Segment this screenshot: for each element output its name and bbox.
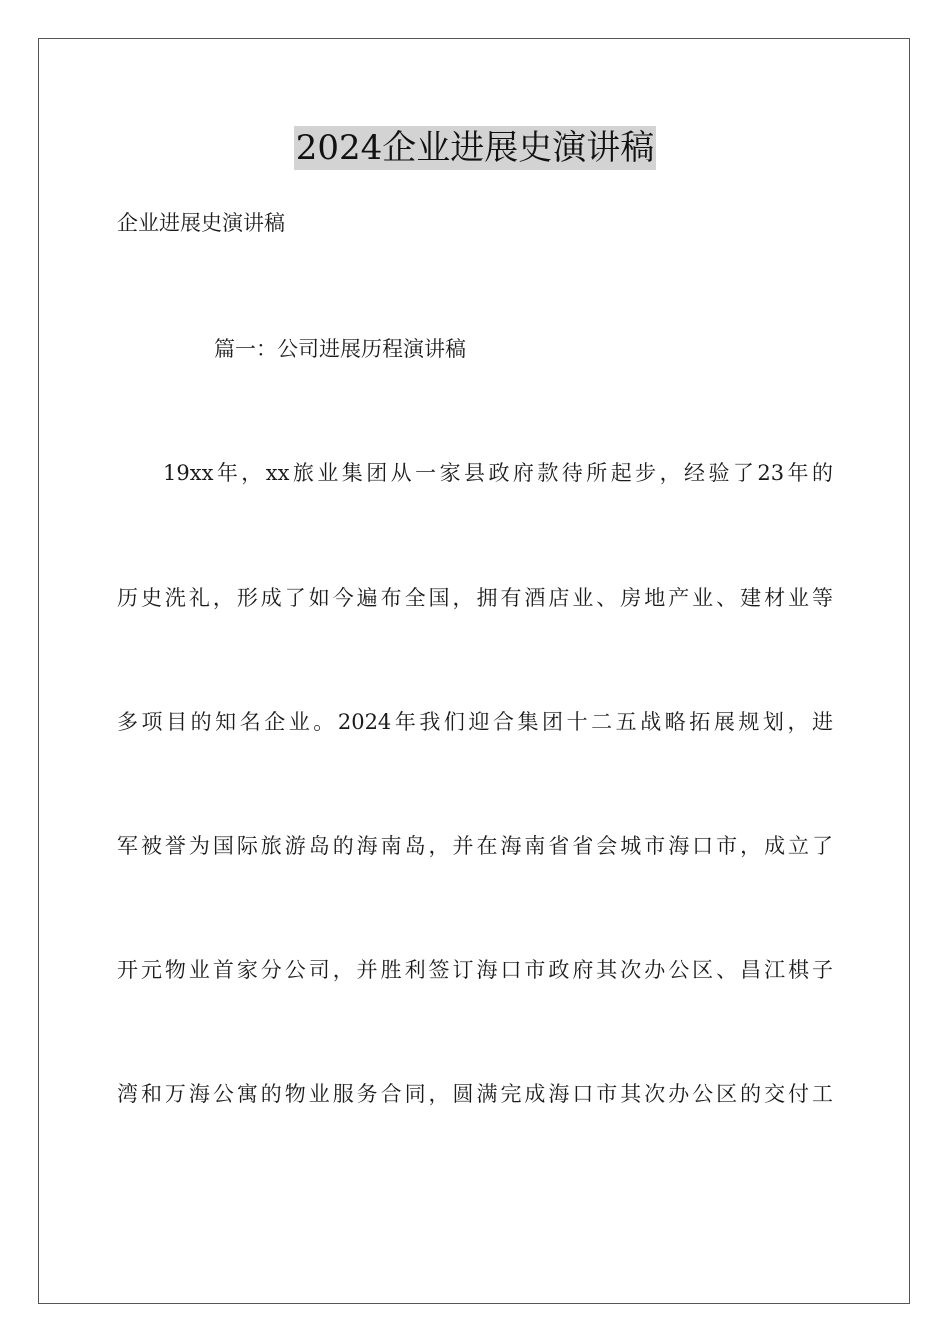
paragraph-line: 军被誉为国际旅游岛的海南岛，并在海南省省会城市海口市，成立了 (117, 834, 833, 858)
paragraph-line: 开元物业首家分公司，并胜利签订海口市政府其次办公区、昌江棋子 (117, 958, 833, 982)
paragraph-line: 多项目的知名企业。2024年我们迎合集团十二五战略拓展规划，进 (117, 710, 833, 734)
paragraph-line: 历史洗礼，形成了如今遍布全国，拥有酒店业、房地产业、建材业等 (117, 586, 833, 610)
paragraph-line: 19xx年，xx旅业集团从一家县政府款待所起步，经验了23年的 (163, 461, 833, 485)
section-heading: 篇一：公司进展历程演讲稿 (214, 337, 466, 361)
paragraph-line: 湾和万海公寓的物业服务合同，圆满完成海口市其次办公区的交付工 (117, 1082, 833, 1106)
document-subtitle: 企业进展史演讲稿 (117, 211, 285, 235)
title-container (0, 126, 950, 170)
document-title: 2024企业进展史演讲稿 (295, 128, 655, 168)
